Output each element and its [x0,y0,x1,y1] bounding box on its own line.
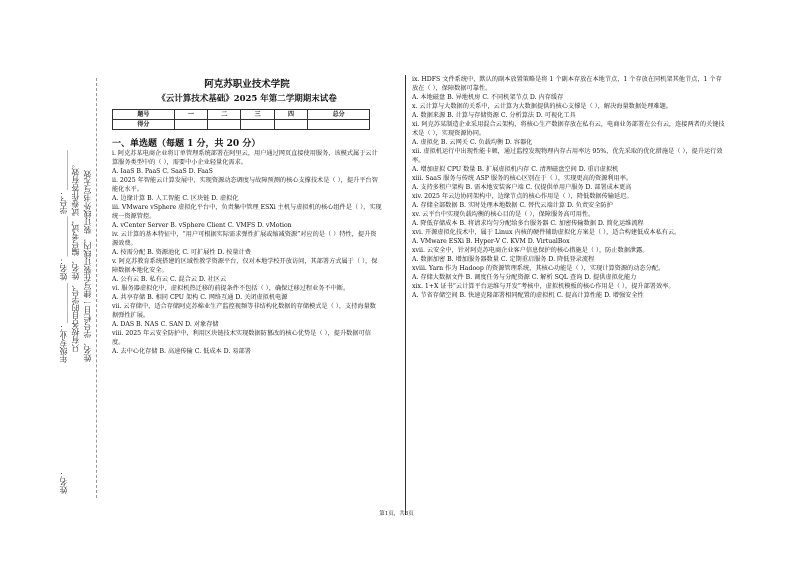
margin-name-label: 姓名： [59,470,68,494]
answer-options: A. VMware ESXi B. Hyper-V C. KVM D. VirtualBox [412,238,570,245]
score-cell[interactable] [208,120,241,130]
question-text: xvi. 开源虚拟化技术中，属于 Linux 内核的硬件辅助虚拟化方案是（ ），适合构建低成本私有云。 [412,229,681,236]
question-text: vii. 云存储中，适合存储阿克苏棉业生产监控视频等非结构化数据的存储模式是（ ），支持海量数据弹性扩展。 [112,303,376,319]
score-cell: 四 [274,110,307,120]
left-column [112,80,382,356]
section-heading: 一、单选题（每题 1 分，共 20 分） [112,139,261,149]
question-list [112,149,382,356]
answer-options: A. IaaS B. PaaS C. SaaS D. FaaS [112,168,213,175]
margin-notice-2: 姓名、学号栏目一律写在装订线内，装订线外书写无效 [83,170,92,362]
answer-options: A. 按需分配 B. 资源池化 C. 可扩展性 D. 按量计费 [112,249,251,256]
question-text: xiii. SaaS 服务与传统 ASP 服务的核心区别在于（ ），实现更高的资源利用率。 [412,175,633,182]
margin-notice-1: 只有按各自的学号、姓名、编号考试，试卷作答有效。 [71,160,80,352]
question-text: xix. 1+X 证书“云计算平台运维与开发”考核中，虚拟机模板的核心作用是（ ），提升部署效率。 [412,283,675,290]
binding-line [96,78,97,498]
score-cell: 总分 [308,110,370,120]
question-text: ii. 2025 年智能云计算发展中，实现资源动态调度与故障预测的核心支撑技术是（ ），提升平台智能化水平。 [112,177,378,193]
answer-options: A. 公有云 B. 私有云 C. 混合云 D. 社区云 [112,276,227,283]
answer-options: A. vCenter Server B. vSphere Client C. VMFS D. vMotion [112,222,292,229]
score-cell[interactable] [241,120,274,130]
question-text: xii. 虚拟机运行中出现性能卡顿，通过监控发现物理内存占用率达 95%，优先采取的优化措施是（ ），提升运行效率。 [412,148,723,164]
answer-options: A. 增加虚拟 CPU 数量 B. 扩展虚拟机内存 C. 清理磁盘空间 D. 重启虚拟机 [412,166,619,173]
answer-options: A. 数据来源 B. 计算与存储资源 C. 分析算法 D. 可视化工具 [412,112,576,119]
question-text: v. 阿克苏教育系统搭建的区域性教学资源平台，仅对本地学校开放访问，其部署方式属于（ ），保障数据本地化安全。 [112,258,378,274]
answer-options: A. 存储大数据文件 B. 调度任务与分配资源 C. 解析 SQL 查询 D. 提供虚拟化能力 [412,274,637,281]
question-text: xvii. 云安全中，针对阿克苏电商企业客户信息保护的核心措施是（ ），防止数据泄露。 [412,247,649,254]
question-text: viii. 2025 年云安全防护中，利用区块链技术实现数据防篡改的核心优势是（ ），提升数据可信度。 [112,330,371,346]
answer-options: A. 虚拟化 B. 云网关 C. 负载均衡 D. 容器化 [412,139,533,146]
question-text: xv. 云平台中实现负载均衡的核心目的是（ ），保障服务高可用性。 [412,211,595,218]
question-text: xviii. Yarn 作为 Hadoop 的资源管理系统，其核心功能是（ ），实现计算资源的动态分配。 [412,265,665,272]
page-footer: 第1页，共3页 [379,511,414,517]
answer-options: A. 节省存储空间 B. 快速克隆部署相同配置的虚拟机 C. 提高计算性能 D. 增强安全性 [412,292,644,299]
answer-options: A. 边缘计算 B. 人工智能 C. 区块链 D. 虚拟化 [112,195,239,202]
score-table-header-row [113,110,370,120]
margin-student-info: 年级专业：__________ 姓名：__________ 学号：__________ [59,150,68,364]
school-name: 阿克苏职业技术学院 [204,79,290,90]
question-text: iv. 云计算的基本特征中，“用户可根据实际需求弹性扩展或缩减资源”对应的是（ ）特性，提升资源效费。 [112,231,377,247]
binding-margin [0,0,108,561]
answer-options: A. 数据加密 B. 增加服务器数量 C. 定期重启服务 D. 降低登录流程 [412,256,595,263]
score-cell: 二 [208,110,241,120]
score-cell[interactable] [308,120,370,130]
question-text: xiv. 2025 年云边协同架构中，边缘节点的核心作用是（ ），降低数据传输延迟。 [412,193,633,200]
score-cell: 得分 [113,120,175,130]
question-text: i. 阿克苏某电商企业将订单管理系统部署在阿里云，用户通过网页直接使用服务，该模式属于云计算服务类型中的（ ），需要中小企业轻量化需求。 [112,150,378,166]
column-divider [405,75,406,515]
question-text: xi. 阿克苏某制造企业采用混合云架构，将核心生产数据存放在私有云，电商业务部署在公有云，连接两者的关键技术是（ ），实现资源协同。 [412,121,725,137]
score-cell: 题号 [113,110,175,120]
score-cell[interactable] [274,120,307,130]
right-column [412,75,727,300]
question-text: x. 云计算与大数据的关系中，云计算为大数据提供的核心支撑是（ ），解决海量数据处理难题。 [412,103,672,110]
question-text: vi. 服务器虚拟化中，虚拟机热迁移的前提条件不包括（ ），确保迁移过程业务不中断。 [112,285,350,292]
score-table [112,109,370,130]
question-text: iii. VMware vSphere 虚拟化平台中，负责集中管理 ESXi 主机与虚拟机的核心组件是（ ），实现统一资源管控。 [112,204,382,220]
answer-options: A. DAS B. NAS C. SAN D. 对象存储 [112,321,219,328]
answer-options: A. 共享存储 B. 相同 CPU 架构 C. 网络互通 D. 关闭虚拟机电源 [112,294,288,301]
score-table-score-row [113,120,370,130]
score-cell[interactable] [174,120,207,130]
exam-title: 《云计算技术基础》2025 年第二学期期末试卷 [157,94,337,104]
score-cell: 三 [241,110,274,120]
answer-options: A. 降低存储成本 B. 将请求均匀分配给多台服务器 C. 加密传输数据 D. 简化运维流程 [412,220,644,227]
question-list [412,75,727,300]
answer-options: A. 去中心化存储 B. 高速传输 C. 低成本 D. 易部署 [112,348,251,355]
answer-options: A. 支持多租户架构 B. 需本地安装客户端 C. 仅提供单用户服务 D. 部署成本更高 [412,184,632,191]
answer-options: A. 存储全部数据 B. 实时处理本地数据 C. 替代云端计算 D. 负责安全防护 [412,202,613,209]
score-cell: 一 [174,110,207,120]
answer-options: A. 本地磁盘 B. 异地机房 C. 不同机架节点 D. 内存缓存 [412,94,564,101]
question-text: ix. HDFS 文件系统中，默认的副本放置策略是将 1 个副本存放在本地节点，1 个存放在同机架其他节点，1 个存放在（ ），保障数据可靠性。 [412,76,722,92]
